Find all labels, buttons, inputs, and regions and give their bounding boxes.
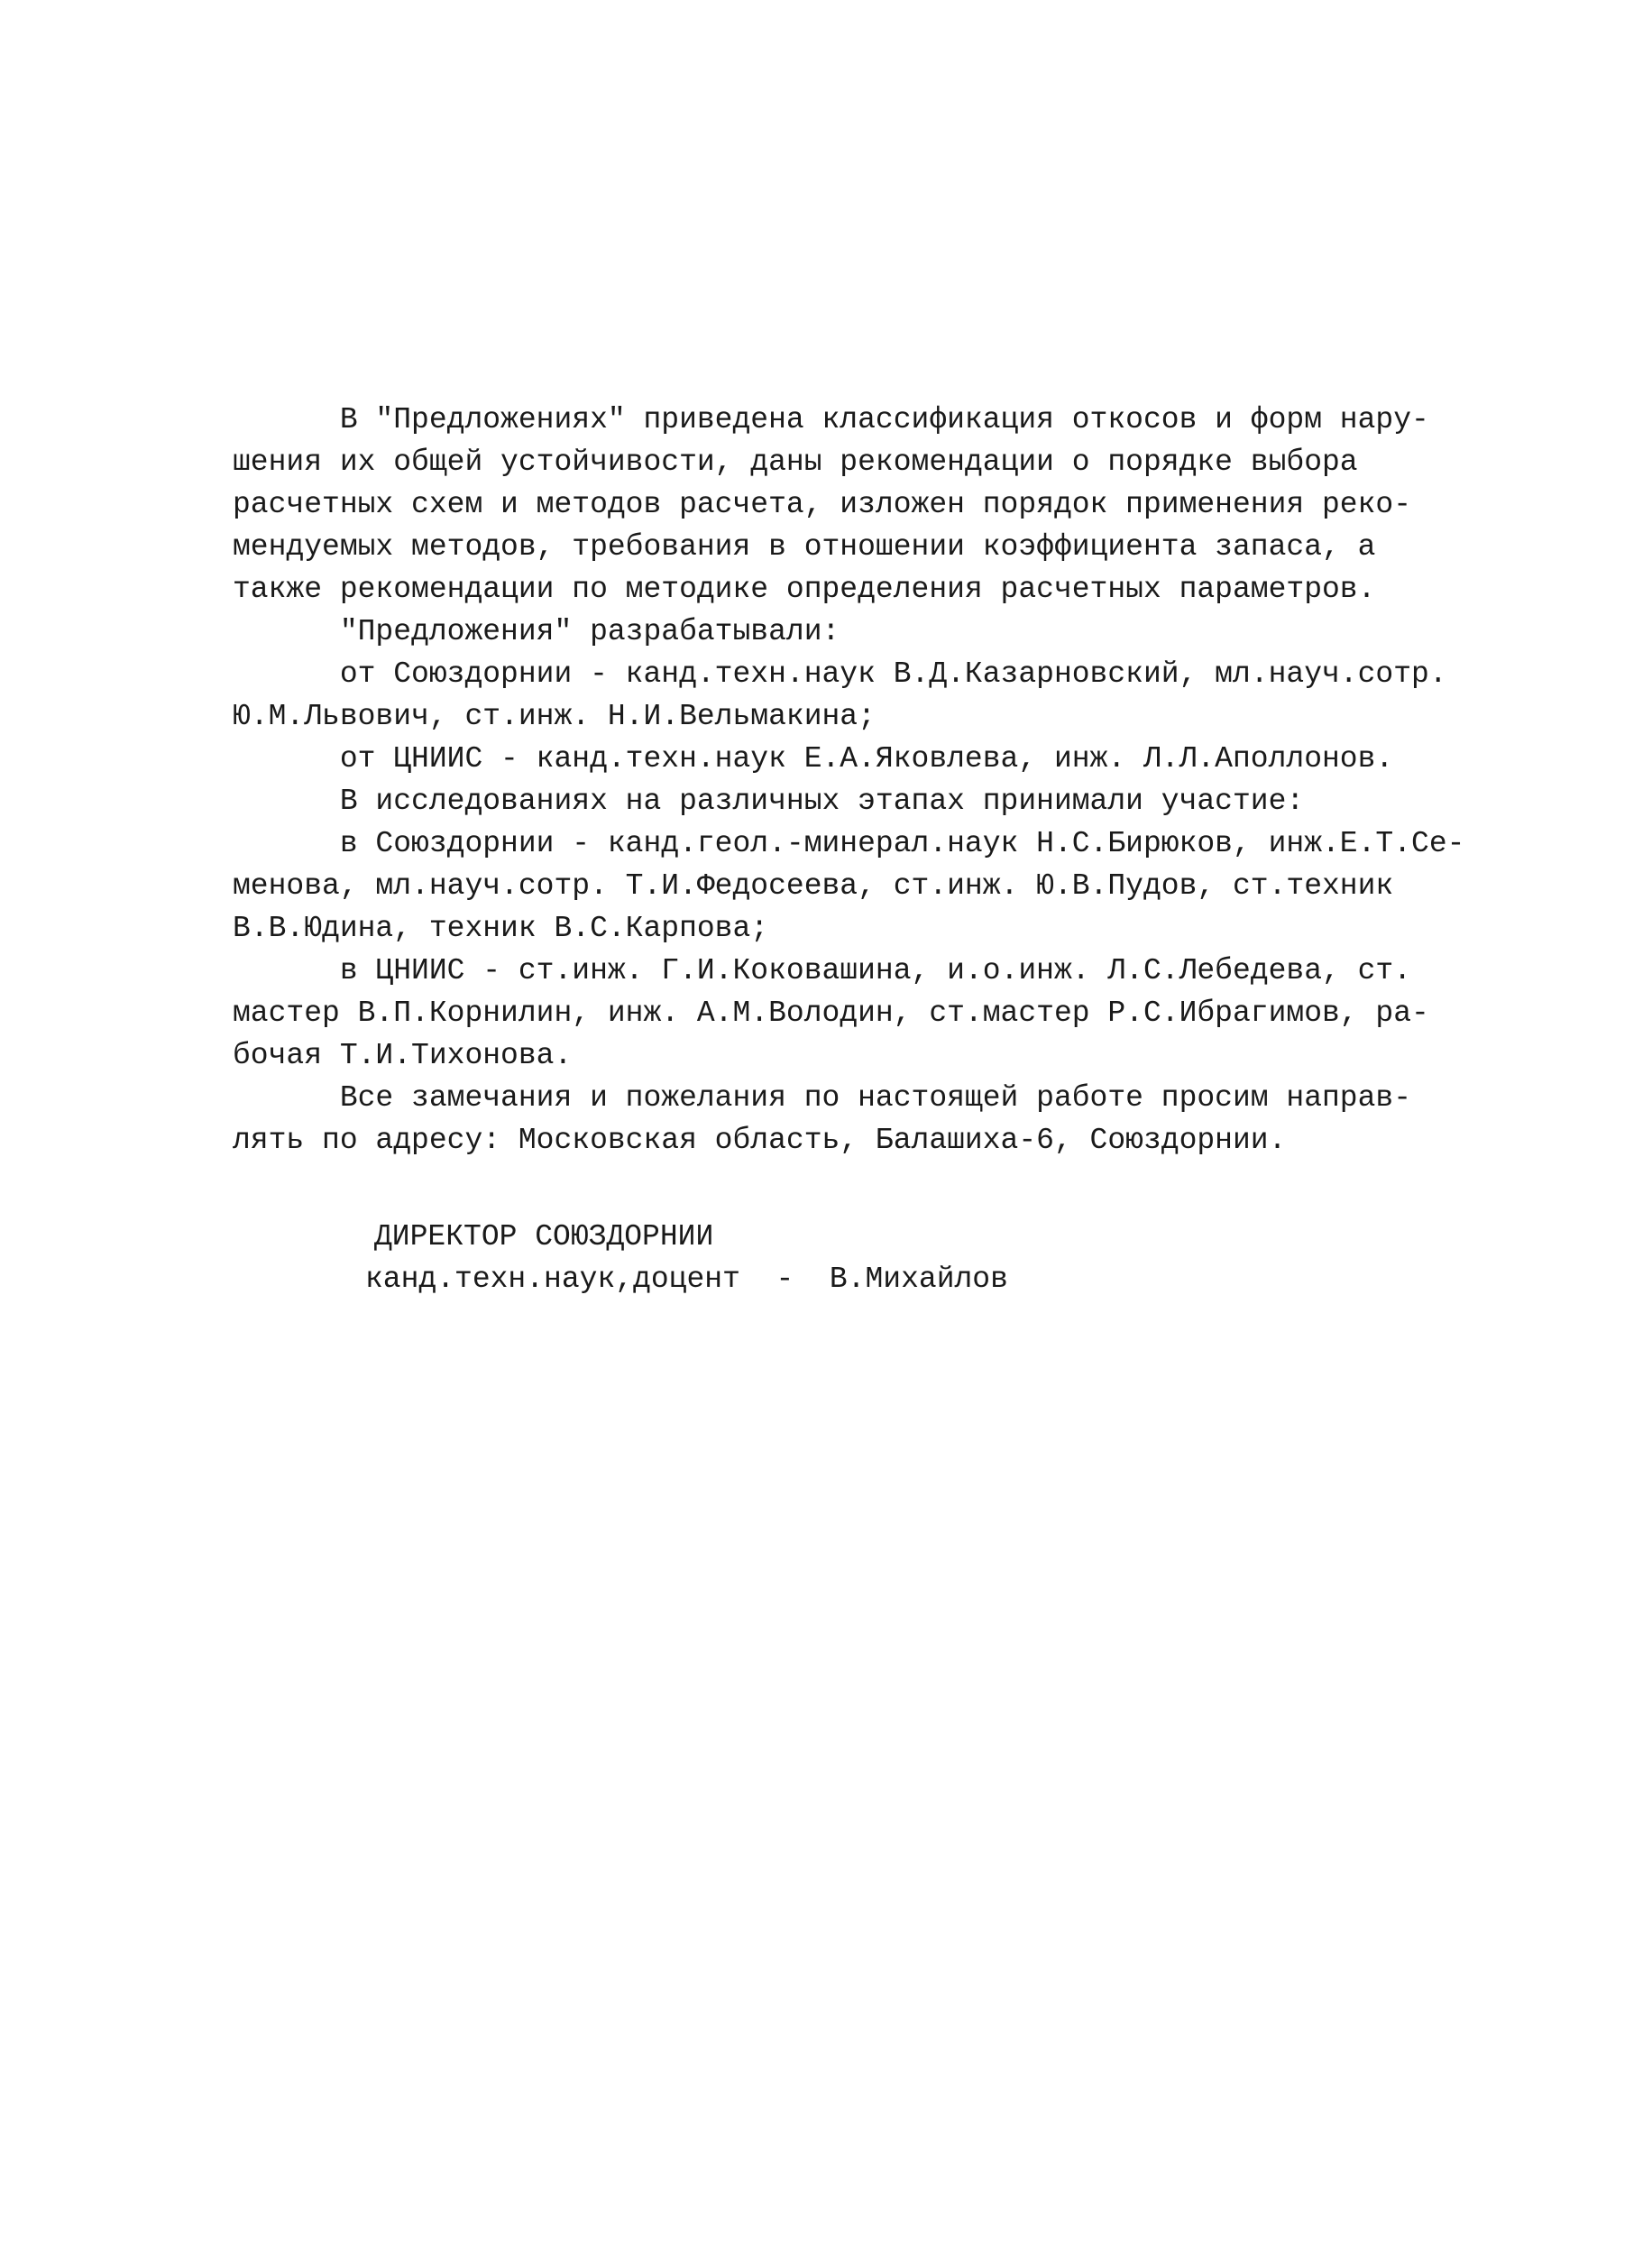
text-line: В.В.Юдина, техник В.С.Карпова; [233,912,769,945]
text-line: В "Предложениях" приведена классификация откосов и форм нару- [233,403,1429,436]
signature-block [365,1216,1008,1300]
text-line: от Союздорнии - канд.техн.наук В.Д.Казарновский, мл.науч.сотр. [233,657,1447,691]
text-line: В исследованиях на различных этапах принимали участие: [233,785,1305,818]
text-line: мастер В.П.Корнилин, инж. А.М.Володин, ст.мастер Р.С.Ибрагимов, ра- [233,996,1429,1030]
text-line: расчетных схем и методов расчета, изложен порядок применения реко- [233,488,1412,521]
text-line: в ЦНИИС - ст.инж. Г.И.Коковашина, и.о.инж. Л.С.Лебедева, ст. [233,954,1412,987]
text-line: в Союздорнии - канд.геол.-минерал.наук Н.С.Бирюков, инж.Е.Т.Се- [233,827,1465,860]
signature-line: канд.техн.наук,доцент - В.Михайлов [365,1263,1008,1296]
text-line: менова, мл.науч.сотр. Т.И.Федосеева, ст.инж. Ю.В.Пудов, ст.техник [233,869,1394,903]
text-line: мендуемых методов, требования в отношении коэффициента запаса, а [233,530,1376,564]
body-text [233,399,1465,1162]
text-line: Ю.М.Львович, ст.инж. Н.И.Вельмакина; [233,700,876,733]
signature-title: ДИРЕКТОР СОЮЗДОРНИИ [374,1220,714,1254]
text-line: лять по адресу: Московская область, Балашиха-6, Союздорнии. [233,1124,1287,1157]
text-line: бочая Т.И.Тихонова. [233,1039,573,1072]
text-line: Все замечания и пожелания по настоящей работе просим направ- [233,1081,1412,1115]
text-line: также рекомендации по методике определения расчетных параметров. [233,573,1376,606]
text-line: от ЦНИИС - канд.техн.наук Е.А.Яковлева, инж. Л.Л.Аполлонов. [233,742,1394,776]
text-line: шения их общей устойчивости, даны рекомендации о порядке выбора [233,445,1358,479]
text-line: "Предложения" разрабатывали: [233,615,840,648]
